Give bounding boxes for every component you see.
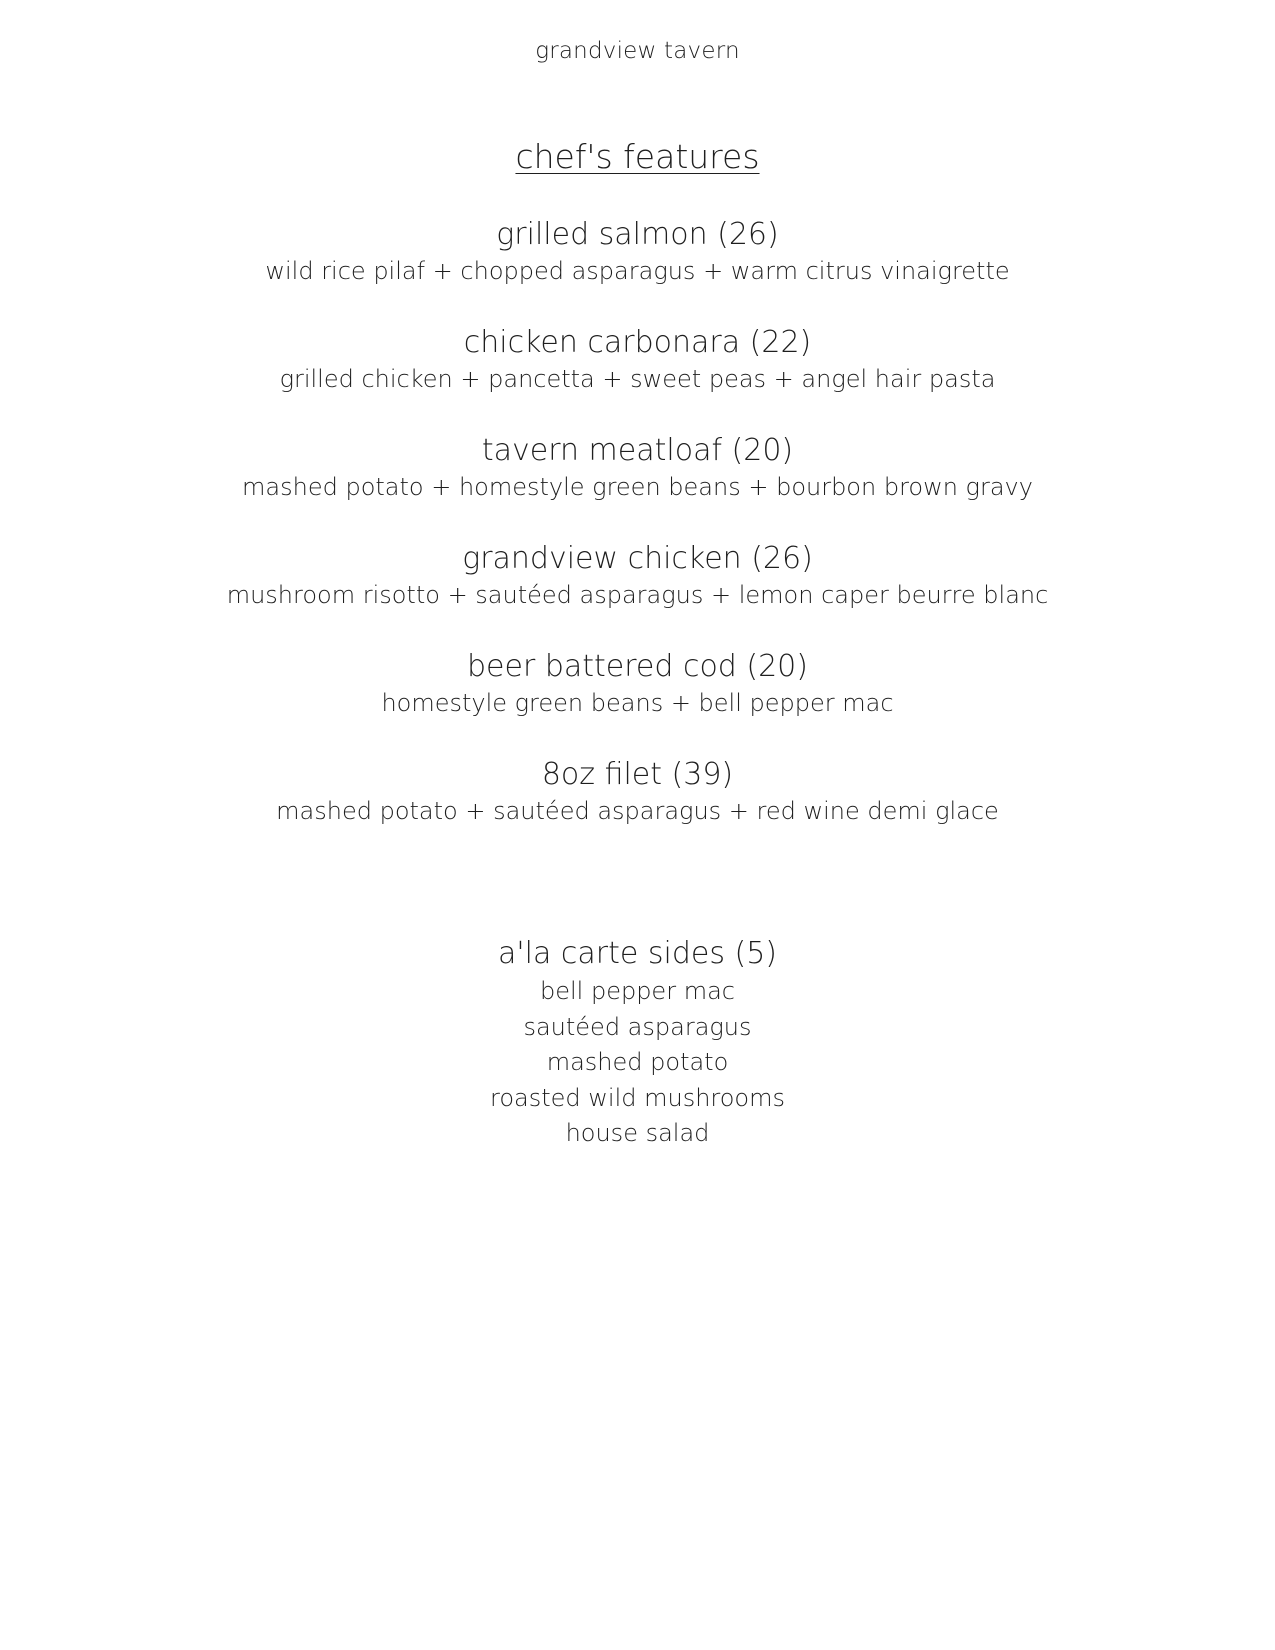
sides-section (0, 934, 1275, 1152)
dish-name: tavern meatloaf (20) (481, 433, 794, 468)
restaurant-name: grandview tavern (535, 38, 740, 64)
dish-description: homestyle green beans + bell pepper mac (381, 689, 894, 717)
dish-item (0, 539, 1275, 611)
side-item: mashed potato (546, 1048, 729, 1076)
section-title (0, 137, 1275, 176)
side-item: house salad (565, 1119, 710, 1147)
section-title-text: chef's features (515, 137, 760, 176)
dish-description: mashed potato + homestyle green beans + bourbon brown gravy (242, 473, 1033, 501)
dish-item (0, 431, 1275, 503)
dish-description: mushroom risotto + sautéed asparagus + lemon caper beurre blanc (226, 581, 1049, 609)
dish-name: chicken carbonara (22) (463, 325, 812, 360)
dish-name: grilled salmon (26) (496, 217, 779, 252)
dish-name: beer battered cod (20) (467, 649, 808, 684)
dish-item (0, 215, 1275, 287)
dish-name: grandview chicken (26) (462, 541, 813, 576)
dish-name: 8oz filet (39) (541, 757, 734, 792)
side-item: roasted wild mushrooms (490, 1083, 785, 1112)
dish-item (0, 323, 1275, 395)
dish-description: grilled chicken + pancetta + sweet peas + angel hair pasta (279, 365, 996, 393)
dish-description: wild rice pilaf + chopped asparagus + warm citrus vinaigrette (265, 257, 1010, 285)
side-item: bell pepper mac (540, 977, 735, 1005)
dish-description: mashed potato + sautéed asparagus + red wine demi glace (276, 797, 999, 825)
side-item: sautéed asparagus (523, 1012, 752, 1041)
dish-item (0, 755, 1275, 827)
sides-title: a'la carte sides (5) (498, 936, 777, 971)
dish-item (0, 647, 1275, 719)
